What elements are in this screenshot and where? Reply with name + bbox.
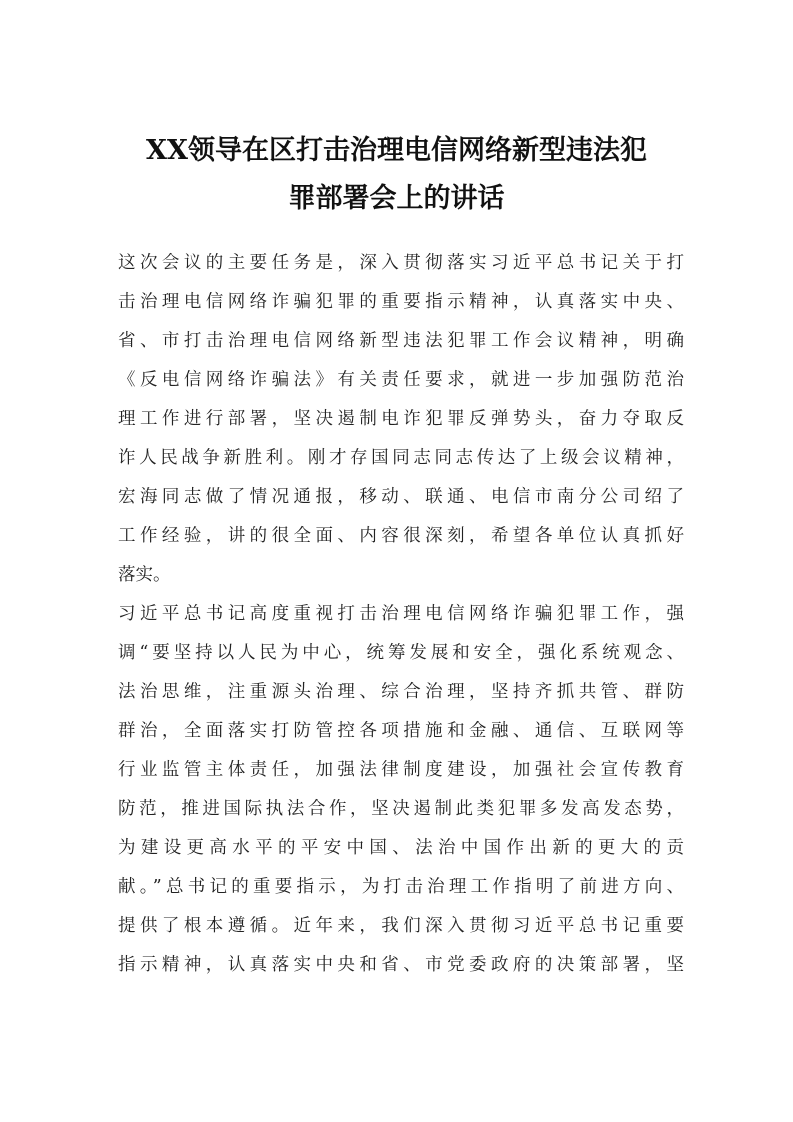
text-line: 工作经验，讲的很全面、内容很深刻，希望各单位认真抓好 xyxy=(118,526,684,546)
document-title-line-1: XX领导在区打击治理电信网络新型违法犯 xyxy=(146,135,647,166)
text-line: 献。”总书记的重要指示，为打击治理工作指明了前进方向、 xyxy=(118,877,684,897)
document-title-line-2: 罪部署会上的讲话 xyxy=(288,183,505,214)
text-line: 习近平总书记高度重视打击治理电信网络诈骗犯罪工作，强 xyxy=(118,604,684,624)
text-line: 群治，全面落实打防管控各项措施和金融、通信、互联网等 xyxy=(118,721,684,741)
text-line: 提供了根本遵循。近年来，我们深入贯彻习近平总书记重要 xyxy=(118,916,684,936)
text-line: 宏海同志做了情况通报，移动、联通、电信市南分公司绍了 xyxy=(118,487,684,507)
text-line: 防范，推进国际执法合作，坚决遏制此类犯罪多发高发态势， xyxy=(118,799,684,819)
text-line: 法治思维，注重源头治理、综合治理，坚持齐抓共管、群防 xyxy=(118,682,684,702)
text-line: 诈人民战争新胜利。刚才存国同志同志传达了上级会议精神， xyxy=(118,448,684,468)
text-line: 击治理电信网络诈骗犯罪的重要指示精神，认真落实中央、 xyxy=(118,292,684,312)
paragraph-2 xyxy=(118,595,684,985)
text-line: 省、市打击治理电信网络新型违法犯罪工作会议精神，明确 xyxy=(118,331,684,351)
text-line: 这次会议的主要任务是，深入贯彻落实习近平总书记关于打 xyxy=(118,253,684,273)
paragraph-1 xyxy=(118,244,684,595)
text-line: 行业监管主体责任，加强法律制度建设，加强社会宣传教育 xyxy=(118,760,684,780)
text-line: 《反电信网络诈骗法》有关责任要求，就进一步加强防范治 xyxy=(118,370,684,390)
text-line: 理工作进行部署，坚决遏制电诈犯罪反弹势头，奋力夺取反 xyxy=(118,409,684,429)
text-line: 指示精神，认真落实中央和省、市党委政府的决策部署，坚 xyxy=(118,955,684,975)
text-line: 调“要坚持以人民为中心，统筹发展和安全，强化系统观念、 xyxy=(118,643,684,663)
text-line: 落实。 xyxy=(118,565,171,585)
document-body xyxy=(118,244,684,985)
text-line: 为建设更高水平的平安中国、法治中国作出新的更大的贡 xyxy=(118,838,684,858)
